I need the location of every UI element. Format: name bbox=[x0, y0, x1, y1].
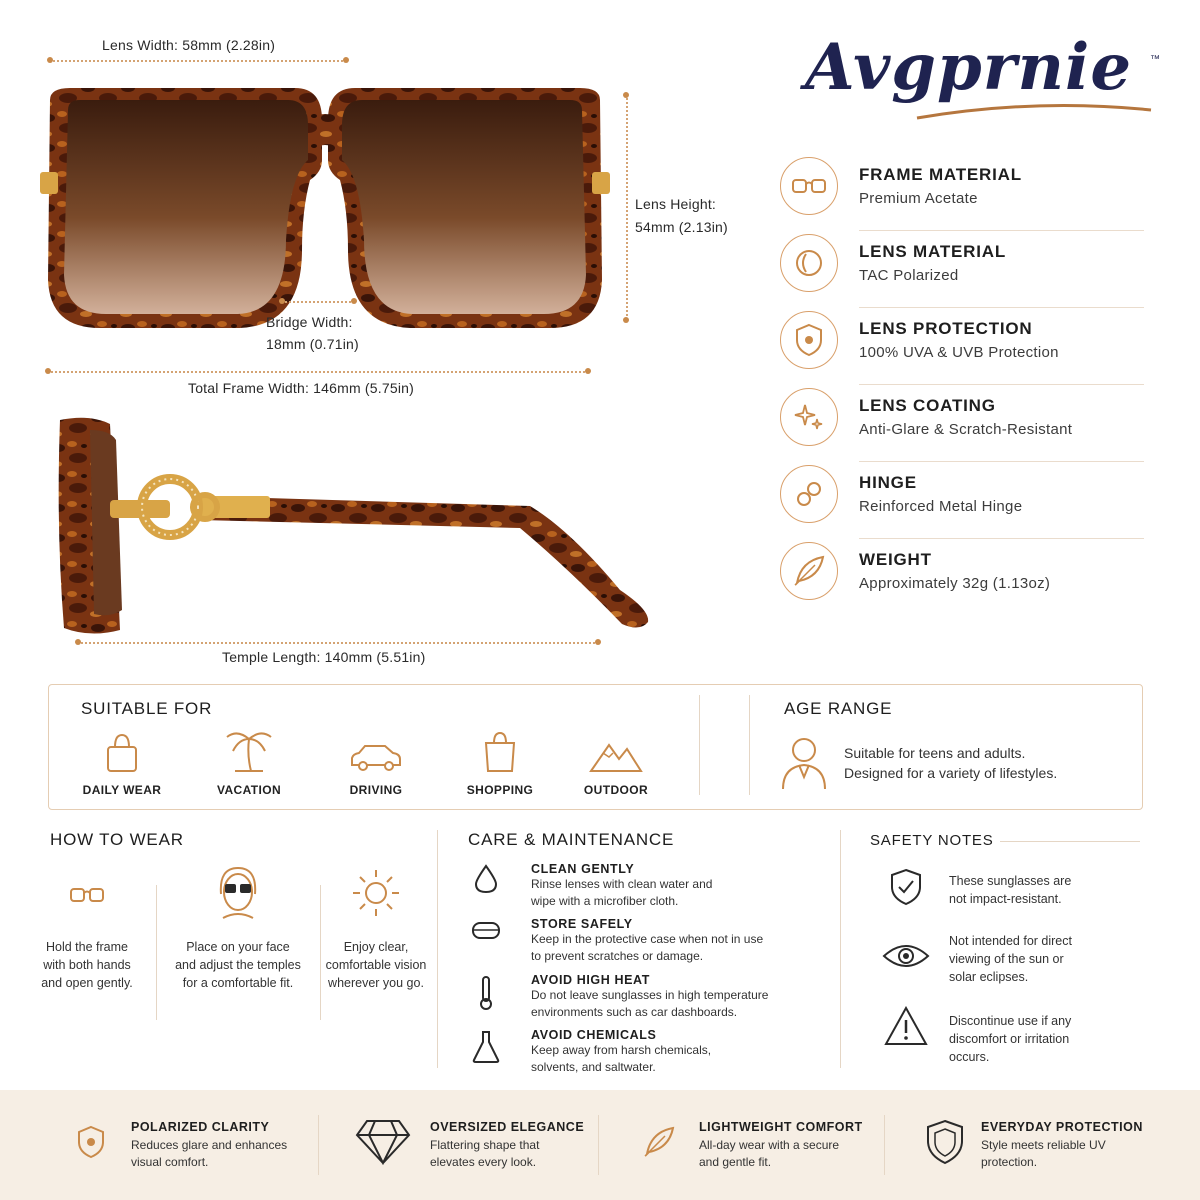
spec-row bbox=[780, 542, 1144, 616]
temple-length-guide bbox=[78, 642, 598, 644]
care-item-title: AVOID CHEMICALS bbox=[531, 1028, 657, 1042]
step-line: Enjoy clear, bbox=[343, 940, 409, 954]
feature-item bbox=[699, 1120, 889, 1171]
safety-line: occurs. bbox=[949, 1050, 990, 1064]
suitable-label: VACATION bbox=[216, 783, 282, 797]
spec-title: FRAME MATERIAL bbox=[859, 165, 1022, 184]
feature-title: POLARIZED CLARITY bbox=[131, 1120, 270, 1134]
step-line: wherever you go. bbox=[328, 976, 424, 990]
care-item-title: CLEAN GENTLY bbox=[531, 862, 635, 876]
spec-value: Premium Acetate bbox=[859, 190, 978, 207]
lens-height-guide bbox=[626, 95, 628, 320]
care-line: Rinse lenses with clean water and bbox=[531, 877, 713, 891]
step-line: with both hands bbox=[43, 958, 131, 972]
spec-title: LENS MATERIAL bbox=[859, 242, 1007, 261]
safety-note bbox=[949, 1012, 1139, 1066]
how-to-wear-step bbox=[320, 938, 432, 992]
care-item-title: STORE SAFELY bbox=[531, 917, 633, 931]
feature-line: All-day wear with a secure bbox=[699, 1138, 840, 1152]
step-line: comfortable vision bbox=[325, 958, 427, 972]
brand-name: Avgprnie bbox=[805, 30, 1133, 105]
spec-value: Anti-Glare & Scratch-Resistant bbox=[859, 421, 1073, 438]
care-line: Do not leave sunglasses in high temperature bbox=[531, 988, 769, 1002]
spec-row bbox=[780, 465, 1144, 539]
lens-height-value: 54mm (2.13in) bbox=[635, 219, 728, 235]
safety-note bbox=[949, 932, 1139, 986]
safety-line: viewing of the sun or bbox=[949, 952, 1064, 966]
feature-title: EVERYDAY PROTECTION bbox=[981, 1120, 1143, 1134]
safety-note bbox=[949, 872, 1139, 908]
bridge-width-value: 18mm (0.71in) bbox=[266, 336, 359, 352]
feature-line: Flattering shape that bbox=[430, 1138, 540, 1152]
person-icon bbox=[779, 733, 829, 791]
safety-line: solar eclipses. bbox=[949, 970, 1029, 984]
how-to-wear-title: HOW TO WEAR bbox=[50, 830, 184, 849]
spec-title: LENS COATING bbox=[859, 396, 996, 415]
care-item bbox=[531, 1028, 831, 1075]
suitable-label: SHOPPING bbox=[466, 783, 534, 797]
how-to-wear-step bbox=[160, 938, 316, 992]
feature-line: and gentle fit. bbox=[699, 1155, 772, 1169]
care-item bbox=[531, 917, 831, 964]
feature-item bbox=[430, 1120, 620, 1171]
age-line-1: Suitable for teens and adults. bbox=[844, 745, 1026, 761]
dimension-lens-width-label: Lens Width: 58mm (2.28in) bbox=[102, 37, 276, 53]
brand-swoosh bbox=[915, 96, 1155, 126]
feature-title: OVERSIZED ELEGANCE bbox=[430, 1120, 585, 1134]
side-view-sunglasses bbox=[50, 410, 660, 640]
warning-icon bbox=[880, 1006, 932, 1046]
total-width-guide bbox=[48, 371, 588, 373]
safety-title: SAFETY NOTES bbox=[870, 832, 994, 849]
suitable-item bbox=[67, 723, 177, 797]
suitable-item bbox=[321, 723, 431, 797]
lens-height-label: Lens Height: bbox=[635, 196, 717, 212]
care-title: CARE & MAINTENANCE bbox=[468, 830, 675, 849]
case-icon bbox=[468, 919, 504, 941]
feature-line: Style meets reliable UV bbox=[981, 1138, 1106, 1152]
lens-width-guide bbox=[50, 60, 346, 62]
lens-icon bbox=[780, 234, 838, 292]
car-icon bbox=[321, 723, 431, 773]
age-line-2: Designed for a variety of lifestyles. bbox=[844, 765, 1058, 781]
shield-sun-icon bbox=[60, 1112, 122, 1172]
shield-icon bbox=[914, 1112, 976, 1172]
eye-icon bbox=[880, 942, 932, 970]
spec-value: Reinforced Metal Hinge bbox=[859, 498, 1023, 515]
step-line: Hold the frame bbox=[46, 940, 128, 954]
suitable-label: DAILY WEAR bbox=[82, 783, 162, 797]
spec-title: LENS PROTECTION bbox=[859, 319, 1033, 338]
temple-length-label: Temple Length: 140mm (5.51in) bbox=[222, 649, 426, 665]
safety-line: Not intended for direct bbox=[949, 934, 1072, 948]
palm-tree-icon bbox=[194, 723, 304, 773]
spec-value: Approximately 32g (1.13oz) bbox=[859, 575, 1051, 592]
spec-title: HINGE bbox=[859, 473, 917, 492]
feature-item bbox=[981, 1120, 1171, 1171]
feather-icon bbox=[780, 542, 838, 600]
care-line: environments such as car dashboards. bbox=[531, 1004, 738, 1019]
step-line: Place on your face bbox=[186, 940, 290, 954]
feature-item bbox=[131, 1120, 321, 1171]
spec-value: TAC Polarized bbox=[859, 267, 959, 284]
shield-sun-icon bbox=[780, 311, 838, 369]
feature-line: elevates every look. bbox=[430, 1155, 537, 1169]
glasses-icon bbox=[780, 157, 838, 215]
suitable-title: SUITABLE FOR bbox=[81, 699, 213, 718]
droplet-icon bbox=[468, 864, 504, 894]
suitable-item bbox=[194, 723, 304, 797]
step-line: and adjust the temples bbox=[175, 958, 301, 972]
care-item bbox=[531, 862, 831, 909]
feature-title: LIGHTWEIGHT COMFORT bbox=[699, 1120, 863, 1134]
age-title: AGE RANGE bbox=[784, 699, 893, 718]
suitable-age-panel bbox=[48, 684, 1143, 810]
feather-icon bbox=[628, 1112, 690, 1172]
care-line: Keep in the protective case when not in use bbox=[531, 932, 764, 946]
feature-line: Reduces glare and enhances bbox=[131, 1138, 288, 1152]
care-line: wipe with a microfiber cloth. bbox=[531, 893, 679, 908]
safety-line: These sunglasses are bbox=[949, 874, 1072, 888]
step-line: for a comfortable fit. bbox=[182, 976, 294, 990]
total-width-label: Total Frame Width: 146mm (5.75in) bbox=[188, 380, 415, 396]
care-line: to prevent scratches or damage. bbox=[531, 948, 704, 963]
suitable-label: DRIVING bbox=[349, 783, 403, 797]
care-item-title: AVOID HIGH HEAT bbox=[531, 973, 650, 987]
face-icon bbox=[160, 864, 316, 920]
spec-row bbox=[780, 157, 1144, 231]
safety-line: Discontinue use if any bbox=[949, 1014, 1072, 1028]
care-line: solvents, and saltwater. bbox=[531, 1059, 656, 1074]
bridge-width-label: Bridge Width: bbox=[266, 314, 353, 330]
safety-line: not impact-resistant. bbox=[949, 892, 1062, 906]
suitable-item bbox=[445, 723, 555, 797]
thermometer-icon bbox=[468, 975, 504, 1011]
brand-logo bbox=[805, 24, 1165, 128]
flask-icon bbox=[468, 1030, 504, 1064]
spec-row bbox=[780, 234, 1144, 308]
glasses-icon bbox=[18, 884, 156, 906]
suitable-label: OUTDOOR bbox=[583, 783, 649, 797]
sun-icon bbox=[320, 868, 432, 918]
spec-row bbox=[780, 311, 1144, 385]
feature-line: visual comfort. bbox=[131, 1155, 209, 1169]
mountain-icon bbox=[561, 723, 671, 773]
how-to-wear-step bbox=[18, 938, 156, 992]
shield-check-icon bbox=[880, 868, 932, 906]
brand-tm: ™ bbox=[1150, 54, 1160, 65]
spec-value: 100% UVA & UVB Protection bbox=[859, 344, 1059, 361]
shopping-bag-icon bbox=[445, 723, 555, 773]
care-item bbox=[531, 973, 831, 1020]
safety-line: discomfort or irritation bbox=[949, 1032, 1070, 1046]
hinge-icon bbox=[780, 465, 838, 523]
handbag-icon bbox=[67, 723, 177, 773]
spec-row bbox=[780, 388, 1144, 462]
sparkle-icon bbox=[780, 388, 838, 446]
spec-title: WEIGHT bbox=[859, 550, 932, 569]
step-line: and open gently. bbox=[41, 976, 133, 990]
feature-line: protection. bbox=[981, 1155, 1038, 1169]
suitable-item bbox=[561, 723, 671, 797]
care-line: Keep away from harsh chemicals, bbox=[531, 1043, 712, 1057]
diamond-icon bbox=[352, 1112, 414, 1172]
bridge-width-guide bbox=[282, 301, 354, 303]
